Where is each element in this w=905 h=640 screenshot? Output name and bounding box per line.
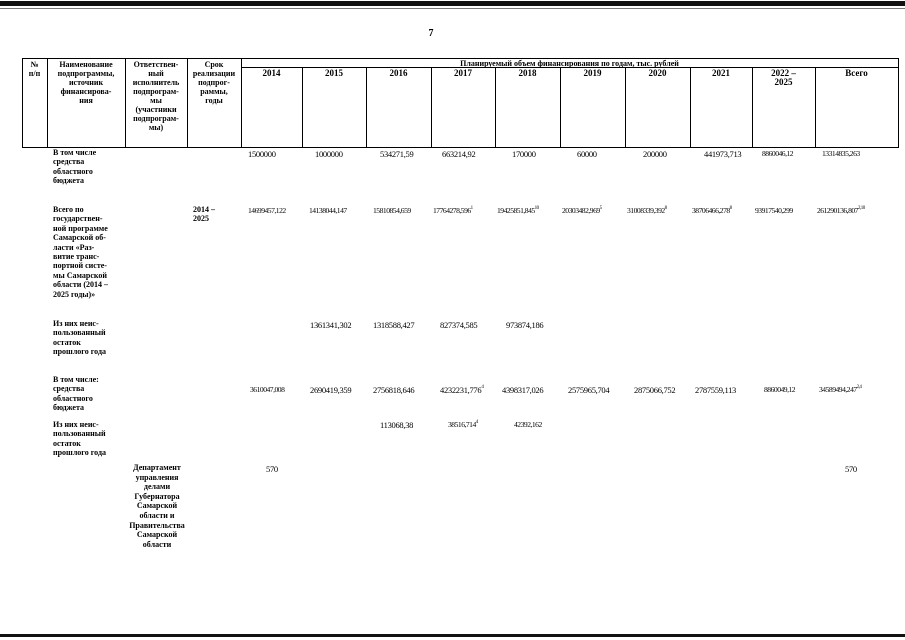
value-cell: 20303482,969$^5$ [562,206,602,215]
col-border [625,67,626,148]
value-cell: 38706466,278$^8$ [692,206,732,215]
header-year: 2019 [583,68,602,78]
value-cell: 663214,92 [442,149,476,159]
value-cell: 14699457,122 [248,206,286,215]
header-year: 2015 [325,68,343,78]
value-cell: 1318588,427 [373,320,415,330]
col-border [431,67,432,148]
header-year: 2020 [648,68,667,78]
row-label: В том числе: средства областного бюджета [53,375,99,413]
value-cell: 31008339,392$^8$ [627,206,667,215]
value-cell: 8860046,12 [762,149,794,158]
value-cell: 8860049,12 [764,385,796,394]
value-cell: 4232231,776$^4$ [440,385,484,395]
page-number: 7 [428,28,434,39]
value-cell: 113068,38 [380,420,414,430]
header-year: 2016 [389,68,408,78]
top-border-thin [0,8,905,9]
col-border [366,67,367,148]
row-label: Всего по государствен- ной программе Самарской об- ласти «Раз- витие транс- портной систе- мы Самарской области (2014 – 2025 годы)» [53,205,109,299]
col-border [690,67,691,148]
value-cell: 17764278,596$^1$ [433,206,473,215]
value-cell: 3610047,008 [250,385,285,394]
header-year: 2022 – 2025 [771,68,796,87]
value-cell: 93917540,299 [755,206,793,215]
header-year: 2021 [712,68,730,78]
value-cell: 2690419,359 [310,385,352,395]
header-planned-title: Планируемый объем финансирования по годам, тыс. рублей [460,59,679,68]
col-border [560,67,561,148]
row-label: Из них неис- пользованный остаток прошлого года [53,319,106,357]
value-cell: 38516,714$^4$ [448,420,478,429]
col-border [815,67,816,148]
value-cell: 261290136,807$^{2,10}$ [817,206,865,215]
department-name: Департамент управления делами Губернатора Самарской области и Правительства Самарской области [129,463,185,549]
value-cell: 14138044,147 [309,206,347,215]
header-name: Наименование подпрограммы, источник финансирова- ния [57,60,115,105]
value-cell: 1000000 [315,149,343,159]
value-cell: 570 [266,464,278,474]
header-year: 2014 [262,68,281,78]
value-cell: 42392,162 [514,420,542,429]
row-label: Из них неис- пользованный остаток прошлого года [53,420,106,458]
header-bottom-line [22,147,898,148]
header-term: Срок реализации подпрог- раммы, годы [192,60,236,105]
header-year: 2017 [454,68,472,78]
value-cell: 4398317,026 [502,385,544,395]
col-border [495,67,496,148]
value-cell: 570 [845,464,857,474]
col-border [302,67,303,148]
value-cell: 13314835,263 [822,149,860,158]
header-responsible: Ответствен- ный исполнитель подпрограм- мы (участники подпрограм- мы) [132,60,180,132]
header-year: Всего [845,68,868,78]
value-cell: 534271,59 [380,149,414,159]
value-cell: 2875066,752 [634,385,676,395]
value-cell: 973874,186 [506,320,544,330]
value-cell: 1361341,302 [310,320,352,330]
value-cell: 2787559,113 [695,385,737,395]
top-border [0,1,905,6]
value-cell: 15810854,659 [373,206,411,215]
value-cell: 34589494,247$^{2,4}$ [819,385,862,394]
value-cell: 2756818,646 [373,385,415,395]
value-cell: 2575965,704 [568,385,610,395]
value-cell: 827374,585 [440,320,478,330]
row-label: В том числе средства областного бюджета [53,148,97,186]
header-no: № п/п [28,60,41,78]
value-cell: 441973,713 [704,149,742,159]
value-cell: 19425851,845$^{10}$ [497,206,539,215]
term-cell: 2014 – 2025 [193,205,215,224]
value-cell: 60000 [577,149,597,159]
header-year: 2018 [518,68,537,78]
col-border [898,58,899,148]
value-cell: 170000 [512,149,536,159]
value-cell: 1500000 [248,149,276,159]
value-cell: 200000 [643,149,667,159]
bottom-border [0,634,905,637]
